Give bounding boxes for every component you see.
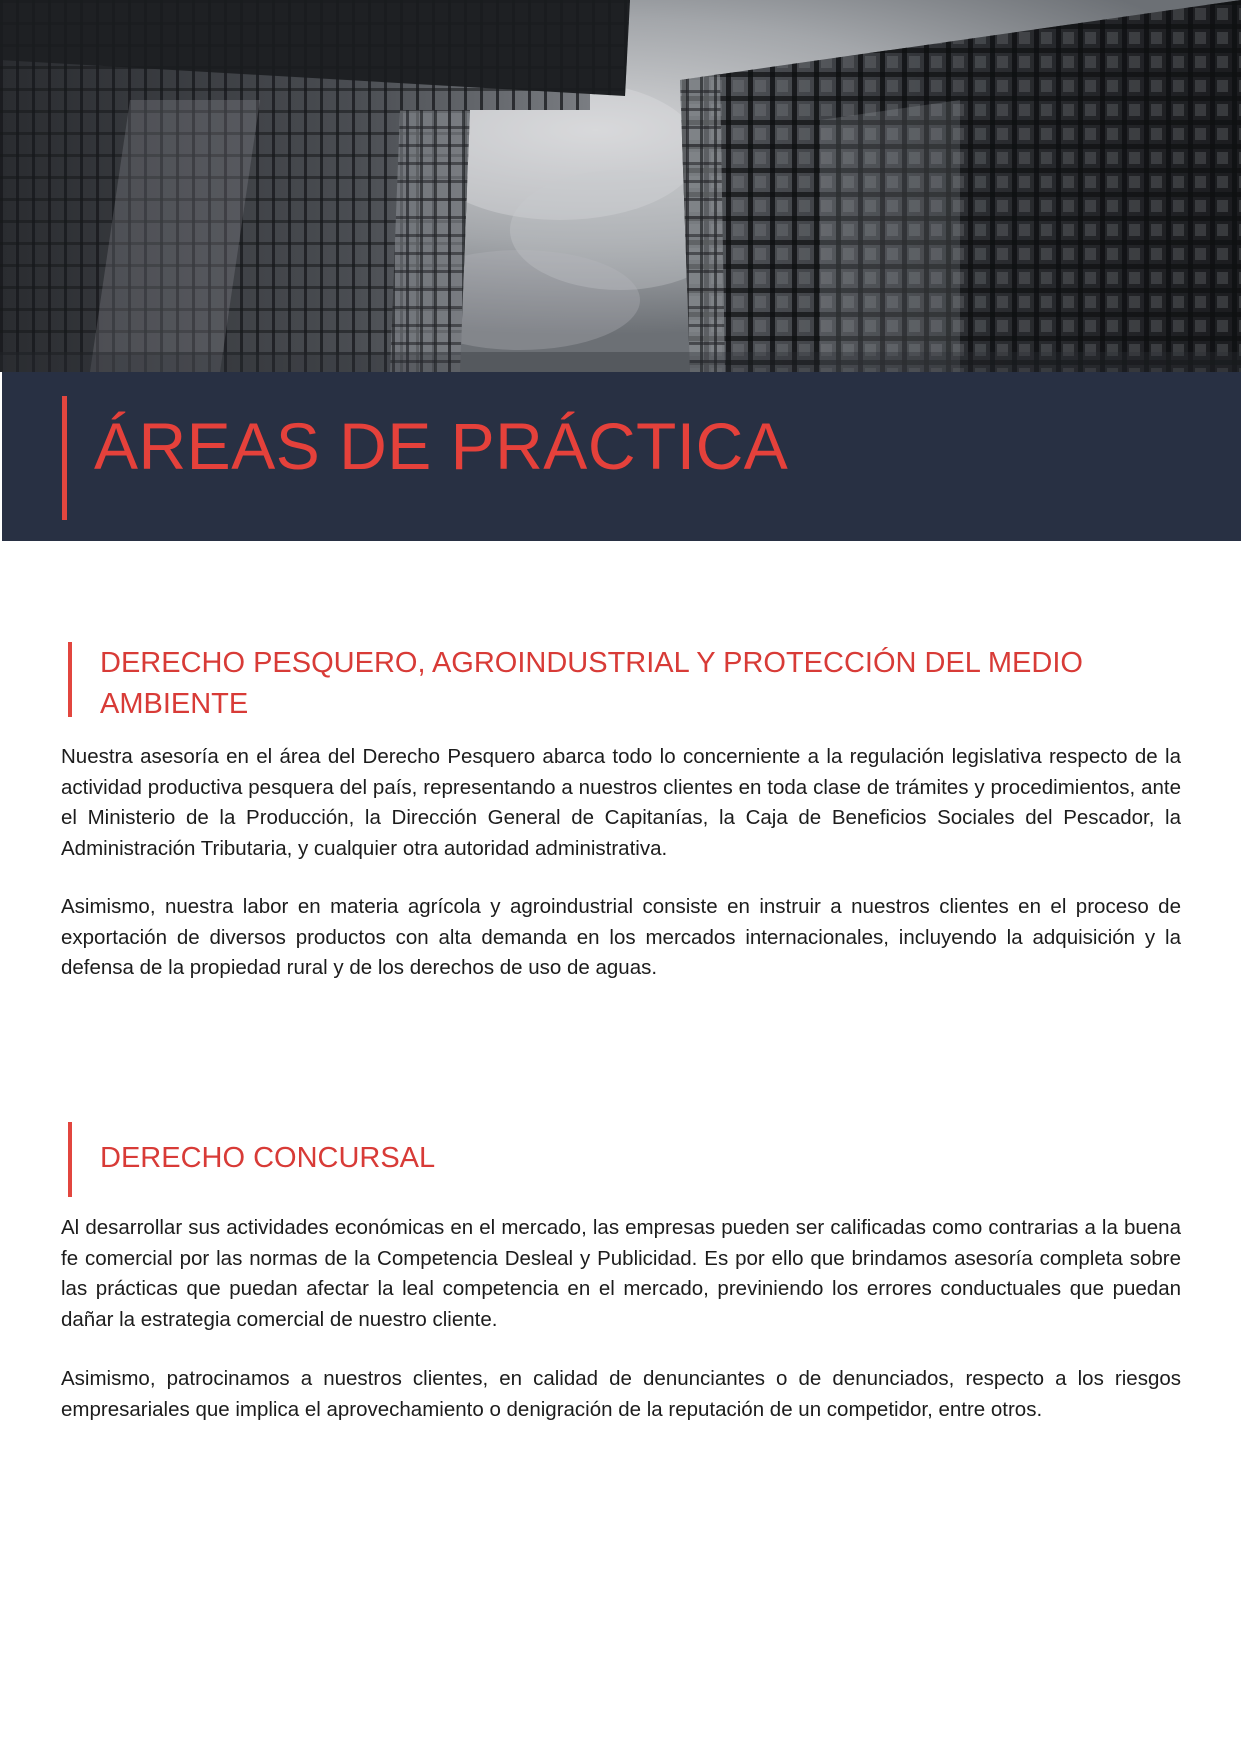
title-accent-bar [62,396,67,520]
hero-skyscrapers-image [0,0,1241,372]
page-title: ÁREAS DE PRÁCTICA [94,409,789,483]
section-accent-bar [68,1122,72,1197]
section-paragraph: Asimismo, patrocinamos a nuestros clientes, en calidad de denunciantes o de denunciados, respecto a los riesgos empresariales que implica el aprovechamiento o denigración de la reputación de un competidor, entre otros. [61,1367,1181,1421]
section-accent-bar [68,642,72,717]
section-paragraph: Nuestra asesoría en el área del Derecho Pesquero abarca todo lo concerniente a la regulación legislativa respecto de la actividad productiva pesquera del país, representando a nuestros clientes en toda clase de trámites y procedimientos, ante el Ministerio de la Producción, la Dirección General de Capitanías, la Caja de Beneficios Sociales del Pescador, la Administración Tributaria, y cualquier otra autoridad administrativa. [61,745,1181,860]
section-heading: DERECHO PESQUERO, AGROINDUSTRIAL Y PROTECCIÓN DEL MEDIO AMBIENTE [100,647,1083,720]
section-paragraph: Al desarrollar sus actividades económicas en el mercado, las empresas pueden ser calificadas como contrarias a la buena fe comercial por las normas de la Competencia Desleal y Publicidad. Es por ello que brindamos asesoría completa sobre las prácticas que puedan afectar la leal competencia en el mercado, previniendo los errores conductuales que puedan dañar la estrategia comercial de nuestro cliente. [61,1216,1181,1331]
section-paragraph: Asimismo, nuestra labor en materia agrícola y agroindustrial consiste en instruir a nuestros clientes en el proceso de exportación de diversos productos con alta demanda en los mercados internacionales, incluyendo la adquisición y la defensa de la propiedad rural y de los derechos de uso de aguas. [61,895,1181,979]
section-heading: DERECHO CONCURSAL [100,1142,436,1174]
title-band [2,372,1241,541]
